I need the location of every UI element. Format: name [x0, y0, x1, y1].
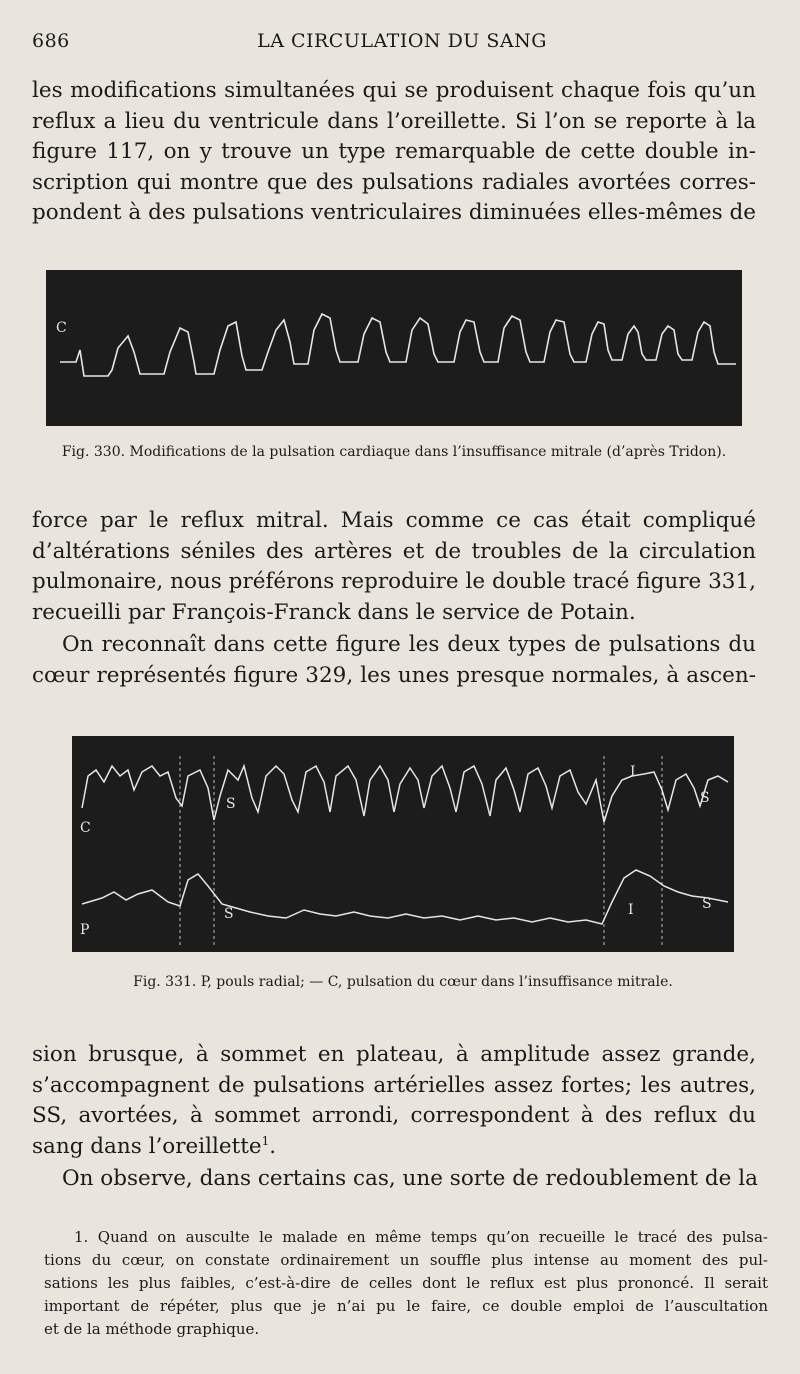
text-line: scription qui montre que des pulsations radiales avortées corres-: [32, 169, 756, 195]
double-trace-graph: [72, 736, 734, 952]
text-line: On observe, dans certains cas, une sorte de redoublement de la: [62, 1166, 758, 1191]
marker-s-label: S: [226, 796, 236, 812]
text-line: recueilli par François-Franck dans le service de Potain.: [32, 599, 636, 625]
trace-label-p: P: [80, 922, 90, 938]
figure-330-caption: Fig. 330. Modifications de la pulsation cardiaque dans l’insuffisance mitrale (d’après Tridon).: [61, 444, 727, 460]
text-line: sion brusque, à sommet en plateau, à amplitude assez grande,: [32, 1042, 756, 1067]
text-line: force par le reflux mitral. Mais comme ce cas était compliqué: [32, 508, 756, 533]
footnote-line: 1. Quand on ausculte le malade en même temps qu’on recueille le tracé des pulsa-: [74, 1228, 768, 1246]
paragraph-1: [32, 76, 756, 229]
paragraph-2: [32, 506, 756, 628]
footnote-reference: 1: [261, 1133, 270, 1148]
marker-i-label: I: [628, 902, 634, 918]
text-line: On reconnaît dans cette figure les deux types de pulsations du: [62, 632, 756, 657]
marker-s-label: S: [700, 790, 710, 806]
paragraph-4: [32, 1040, 756, 1162]
footnote-line: sations les plus faibles, c’est-à-dire de celles dont le reflux est plus prononcé. Il serait: [44, 1274, 768, 1292]
text-line: cœur représentés figure 329, les unes presque normales, à ascen-: [32, 662, 756, 688]
text-line: [32, 1132, 756, 1163]
trace-label-c: C: [80, 820, 91, 836]
footnote: [44, 1226, 768, 1341]
page-header: [32, 30, 772, 60]
cardiac-pulse-line: [60, 314, 736, 376]
figure-330-trace: [46, 270, 742, 426]
text-fragment: sang dans l’oreillette: [32, 1133, 262, 1159]
text-line: d’altérations séniles des artères et de troubles de la circulation: [32, 538, 756, 564]
text-line: pondent à des pulsations ventriculaires diminuées elles-mêmes de: [32, 200, 756, 225]
marker-s-label: S: [702, 896, 712, 912]
figure-331-trace: [72, 736, 734, 952]
paragraph-3: [32, 630, 756, 691]
text-line: reflux a lieu du ventricule dans l’oreillette. Si l’on se reporte à la: [32, 108, 756, 134]
paragraph-5: [32, 1164, 756, 1195]
text-line: s’accompagnent de pulsations artérielles assez fortes; les autres,: [32, 1072, 756, 1098]
text-line: les modifications simultanées qui se produisent chaque fois qu’un: [32, 78, 756, 103]
marker-i-label: I: [630, 764, 636, 780]
footnote-line: tions du cœur, on constate ordinairement un souffle plus intense au moment des pul-: [44, 1251, 768, 1269]
running-title: LA CIRCULATION DU SANG: [257, 30, 547, 52]
figure-331-caption: Fig. 331. P, pouls radial; — C, pulsation du cœur dans l’insuffisance mitrale.: [133, 974, 673, 990]
text-line: figure 117, on y trouve un type remarquable de cette double in-: [32, 139, 756, 164]
text-line: SS, avortées, à sommet arrondi, correspondent à des reflux du: [32, 1103, 756, 1128]
page-number: 686: [32, 30, 70, 52]
footnote-line: et de la méthode graphique.: [44, 1320, 260, 1338]
text-fragment: .: [269, 1133, 277, 1159]
footnote-line: important de répéter, plus que je n’ai pu le faire, ce double emploi de l’auscultation: [44, 1297, 768, 1315]
text-line: pulmonaire, nous préférons reproduire le double tracé figure 331,: [32, 569, 756, 594]
cardiac-trace-graph: [46, 270, 742, 426]
trace-label-c: C: [56, 320, 67, 336]
marker-s-label: S: [224, 906, 234, 922]
